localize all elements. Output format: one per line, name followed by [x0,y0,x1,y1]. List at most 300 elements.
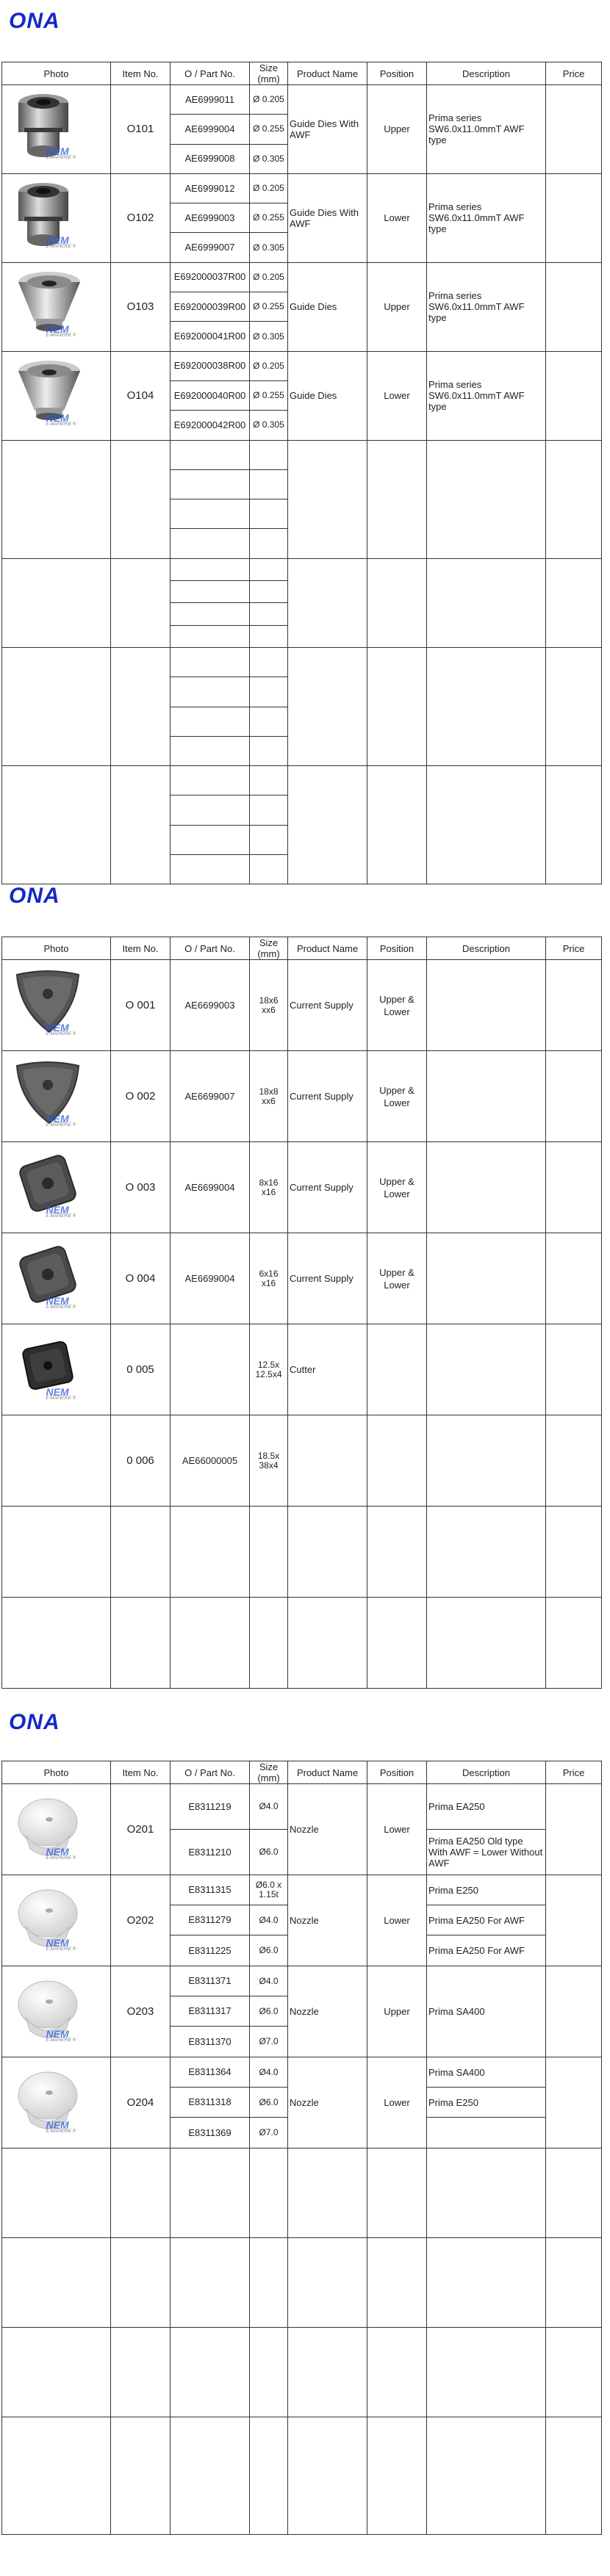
empty-cell [171,469,250,499]
part-number: AE6699004 [171,1233,250,1324]
size-value: Ø 0.205 [250,85,288,115]
empty-cell [427,2238,546,2328]
watermark-main: NEM [46,1845,69,1858]
size-value: 18x6 xx6 [250,960,288,1051]
product-photo-cell [2,85,111,174]
watermark-sub: E-MAPIERIE ® [46,1031,76,1036]
empty-cell [427,1507,546,1598]
description [427,960,546,1051]
product-photo-cell [2,351,111,440]
empty-cell [250,707,288,736]
size-value: Ø6.0 [250,1830,288,1875]
empty-cell [250,2238,288,2328]
brand-logo: ONA [9,1710,60,1734]
position: Lower [367,1875,427,1966]
empty-cell [250,603,288,625]
product-photo [12,1972,101,2052]
description [427,2118,546,2149]
nozzle-table [1,1761,602,2535]
empty-cell [171,2238,250,2328]
empty-cell [2,440,111,558]
product-name: Current Supply [288,1051,367,1142]
empty-cell [171,855,250,884]
current-supply-table [1,937,602,1689]
empty-cell [171,736,250,765]
empty-cell [111,558,171,647]
empty-cell [171,440,250,469]
product-name: Guide Dies With AWF [288,173,367,262]
empty-cell [171,529,250,558]
product-name: Current Supply [288,960,367,1051]
product-photo-cell [2,173,111,262]
column-header: Item No. [111,1761,171,1784]
column-header: Size (mm) [250,1761,288,1784]
position: Upper & Lower [367,1233,427,1324]
description: Prima E250 [427,1875,546,1905]
empty-cell [367,440,427,558]
empty-cell [288,766,367,884]
empty-cell [546,2238,602,2328]
table-row [2,766,602,795]
part-number: E8311225 [171,1935,250,1966]
empty-cell [250,558,288,580]
size-value: Ø 0.255 [250,203,288,233]
size-value: 8x16 x16 [250,1142,288,1233]
price [546,1784,602,1875]
product-name: Guide Dies [288,351,367,440]
empty-cell [427,2149,546,2238]
empty-cell [2,2417,111,2535]
table-row [2,1142,602,1233]
watermark-sub: E-MAPIERIE ® [46,155,76,160]
size-value: 12.5x 12.5x4 [250,1324,288,1415]
product-name: Nozzle [288,1784,367,1875]
watermark-main: NEM [46,411,69,424]
price [546,173,602,262]
empty-cell [2,1507,111,1598]
watermark [46,1022,76,1036]
price [546,1051,602,1142]
empty-cell [171,795,250,825]
watermark [46,412,76,427]
price [546,1233,602,1324]
product-photo [12,1330,101,1410]
product-photo [12,1790,101,1869]
price [546,1142,602,1233]
empty-cell [288,647,367,765]
description: Prima series SW6.0x11.0mmT AWF type [427,85,546,174]
brand-logo: ONA [9,9,60,33]
size-value: 18x8 xx6 [250,1051,288,1142]
empty-cell [111,766,171,884]
table-row [2,1507,602,1598]
part-number: AE6999008 [171,144,250,173]
size-value: Ø 0.205 [250,262,288,292]
empty-cell [546,766,602,884]
empty-cell [250,469,288,499]
empty-cell [427,558,546,647]
empty-cell [111,2328,171,2417]
column-header: O / Part No. [171,62,250,85]
part-number: E692000040R00 [171,380,250,410]
product-photo-cell [2,262,111,351]
empty-cell [288,440,367,558]
description: Prima EA250 Old type With AWF = Lower Without AWF [427,1830,546,1875]
price [546,2057,602,2149]
product-photo [12,1057,101,1136]
empty-cell [250,825,288,854]
part-number: AE6699007 [171,1051,250,1142]
empty-cell [2,766,111,884]
product-photo-cell [2,1966,111,2057]
part-number: E692000037R00 [171,262,250,292]
item-number: O 004 [111,1233,171,1324]
product-photo-cell [2,1142,111,1233]
empty-cell [427,766,546,884]
empty-cell [171,825,250,854]
item-number: 0 006 [111,1415,171,1507]
part-number: AE6999003 [171,203,250,233]
product-name: Cutter [288,1324,367,1415]
watermark [46,2028,76,2043]
item-number: O202 [111,1875,171,1966]
table-row [2,85,602,115]
empty-cell [367,766,427,884]
position: Upper [367,1966,427,2057]
part-number: E8311210 [171,1830,250,1875]
size-value: Ø7.0 [250,2118,288,2149]
product-name: Nozzle [288,1966,367,2057]
item-number: O102 [111,173,171,262]
size-value: Ø6.0 [250,1996,288,2027]
watermark-sub: E-MAPIERIE ® [46,1947,76,1952]
empty-cell [2,2238,111,2328]
empty-cell [427,2328,546,2417]
product-name: Guide Dies With AWF [288,85,367,174]
watermark-main: NEM [46,145,69,157]
watermark-sub: E-MAPIERIE ® [46,1122,76,1128]
empty-cell [250,625,288,647]
position [367,1324,427,1415]
column-header: Price [546,937,602,960]
empty-cell [250,440,288,469]
watermark [46,1937,76,1952]
table-row [2,2057,602,2088]
watermark-sub: E-MAPIERIE ® [46,1305,76,1310]
table-row [2,1598,602,1689]
price [546,1875,602,1966]
empty-cell [367,647,427,765]
watermark-sub: E-MAPIERIE ® [46,1855,76,1861]
part-number: E692000038R00 [171,351,250,380]
empty-cell [2,647,111,765]
watermark [46,2119,76,2134]
description: Prima SA400 [427,1966,546,2057]
price [546,85,602,174]
watermark-main: NEM [46,322,69,335]
table-row [2,2238,602,2328]
empty-cell [367,2417,427,2535]
watermark-sub: E-MAPIERIE ® [46,2129,76,2134]
empty-cell [111,2149,171,2238]
column-header: Position [367,62,427,85]
size-value: Ø 0.255 [250,292,288,322]
empty-cell [2,1598,111,1689]
part-number: AE6699003 [171,960,250,1051]
part-number: AE6999007 [171,233,250,262]
empty-cell [111,1598,171,1689]
description [427,1051,546,1142]
watermark-sub: E-MAPIERIE ® [46,244,76,249]
product-photo-cell [2,1784,111,1875]
column-header: O / Part No. [171,1761,250,1784]
size-value: Ø6.0 [250,1935,288,1966]
empty-cell [250,1507,288,1598]
position: Lower [367,173,427,262]
table-row [2,1784,602,1830]
item-number: O 001 [111,960,171,1051]
table-row [2,173,602,203]
product-photo-cell [2,960,111,1051]
empty-cell [111,1507,171,1598]
price [546,960,602,1051]
size-value: Ø 0.305 [250,233,288,262]
column-header: Photo [2,1761,111,1784]
size-value: Ø 0.255 [250,380,288,410]
empty-cell [250,736,288,765]
empty-cell [288,2417,367,2535]
empty-cell [171,625,250,647]
watermark [46,1846,76,1861]
empty-cell [250,766,288,795]
description: Prima EA250 For AWF [427,1935,546,1966]
watermark-main: NEM [46,1021,69,1033]
product-photo [12,1881,101,1960]
part-number: AE6999004 [171,115,250,144]
watermark [46,145,76,160]
size-value: Ø4.0 [250,1966,288,1996]
column-header: Product Name [288,62,367,85]
position: Lower [367,1784,427,1875]
part-number: E8311219 [171,1784,250,1830]
item-number: O103 [111,262,171,351]
column-header: Position [367,1761,427,1784]
table-row [2,1233,602,1324]
price [546,1324,602,1415]
empty-cell [250,795,288,825]
guide-dies-table [1,62,602,884]
description: Prima series SW6.0x11.0mmT AWF type [427,173,546,262]
column-header: Description [427,1761,546,1784]
position: Upper [367,262,427,351]
column-header: Price [546,1761,602,1784]
size-value: Ø 0.305 [250,411,288,440]
empty-cell [427,647,546,765]
column-header: Size (mm) [250,62,288,85]
item-number: O101 [111,85,171,174]
size-value: Ø7.0 [250,2027,288,2057]
empty-cell [288,2328,367,2417]
column-header: Product Name [288,1761,367,1784]
watermark [46,323,76,338]
empty-cell [111,2238,171,2328]
empty-cell [367,2238,427,2328]
watermark-main: NEM [46,1385,69,1398]
column-header: Position [367,937,427,960]
table-row [2,2328,602,2417]
empty-cell [250,855,288,884]
column-header: Photo [2,937,111,960]
empty-cell [111,2417,171,2535]
table-row [2,262,602,292]
empty-cell [171,2417,250,2535]
empty-cell [367,1507,427,1598]
empty-cell [250,2328,288,2417]
product-photo [12,90,101,169]
product-photo [12,2063,101,2143]
part-number: E692000039R00 [171,292,250,322]
column-header: Description [427,62,546,85]
empty-cell [171,647,250,677]
size-value: 18.5x 38x4 [250,1415,288,1507]
empty-cell [288,1507,367,1598]
column-header: Photo [2,62,111,85]
description: Prima EA250 [427,1784,546,1830]
item-number: O204 [111,2057,171,2149]
empty-cell [427,2417,546,2535]
empty-cell [427,440,546,558]
table-row [2,2417,602,2535]
empty-cell [546,2417,602,2535]
watermark-sub: E-MAPIERIE ® [46,2038,76,2043]
part-number: E692000041R00 [171,322,250,351]
item-number: O104 [111,351,171,440]
watermark-sub: E-MAPIERIE ® [46,333,76,338]
part-number: E8311369 [171,2118,250,2149]
empty-cell [427,1598,546,1689]
empty-cell [171,1598,250,1689]
table-row [2,440,602,469]
empty-cell [171,766,250,795]
column-header: O / Part No. [171,937,250,960]
empty-cell [546,647,602,765]
part-number: E8311370 [171,2027,250,2057]
product-photo [12,356,101,436]
watermark-main: NEM [46,2118,69,2131]
empty-cell [250,2417,288,2535]
size-value: 6x16 x16 [250,1233,288,1324]
size-value: Ø4.0 [250,1784,288,1830]
product-photo-cell [2,1415,111,1507]
column-header: Item No. [111,62,171,85]
watermark-main: NEM [46,234,69,246]
watermark [46,1204,76,1219]
empty-cell [546,440,602,558]
price [546,351,602,440]
empty-cell [288,2149,367,2238]
description [427,1233,546,1324]
empty-cell [250,677,288,707]
table-row [2,558,602,580]
empty-cell [367,1598,427,1689]
product-photo [12,267,101,347]
empty-cell [367,2149,427,2238]
empty-cell [250,581,288,603]
empty-cell [171,677,250,707]
size-value: Ø 0.305 [250,144,288,173]
watermark-sub: E-MAPIERIE ® [46,422,76,427]
size-value: Ø4.0 [250,1905,288,1935]
position: Upper & Lower [367,960,427,1051]
description: Prima series SW6.0x11.0mmT AWF type [427,262,546,351]
product-name: Nozzle [288,1875,367,1966]
empty-cell [171,499,250,529]
part-number [171,1324,250,1415]
product-name: Current Supply [288,1233,367,1324]
product-photo-cell [2,1051,111,1142]
table-row [2,2149,602,2238]
product-photo [12,178,101,258]
product-name: Guide Dies [288,262,367,351]
product-name [288,1415,367,1507]
watermark-sub: E-MAPIERIE ® [46,1213,76,1219]
product-photo [12,1239,101,1318]
watermark [46,234,76,249]
watermark-main: NEM [46,2027,69,2040]
part-number: E8311317 [171,1996,250,2027]
description: Prima SA400 [427,2057,546,2088]
watermark-main: NEM [46,1936,69,1949]
watermark [46,1386,76,1401]
empty-cell [171,2328,250,2417]
column-header: Item No. [111,937,171,960]
brand-logo: ONA [9,884,60,908]
table-row [2,960,602,1051]
empty-cell [250,529,288,558]
empty-cell [288,2238,367,2328]
product-photo-cell [2,2057,111,2149]
product-photo-cell [2,1233,111,1324]
empty-cell [367,558,427,647]
table-row [2,1415,602,1507]
size-value: Ø 0.205 [250,351,288,380]
description: Prima E250 [427,2088,546,2118]
part-number: E8311371 [171,1966,250,1996]
empty-cell [2,558,111,647]
description: Prima series SW6.0x11.0mmT AWF type [427,351,546,440]
price [546,262,602,351]
position: Upper [367,85,427,174]
empty-cell [546,2328,602,2417]
empty-cell [171,558,250,580]
empty-cell [171,707,250,736]
table-row [2,1324,602,1415]
part-number: AE6999011 [171,85,250,115]
empty-cell [250,647,288,677]
column-header: Size (mm) [250,937,288,960]
size-value: Ø 0.205 [250,173,288,203]
table-row [2,351,602,380]
position: Upper & Lower [367,1142,427,1233]
watermark-main: NEM [46,1112,69,1125]
empty-cell [171,1507,250,1598]
watermark [46,1113,76,1128]
watermark-main: NEM [46,1294,69,1307]
product-photo [12,1148,101,1227]
price [546,1415,602,1507]
empty-cell [288,1598,367,1689]
column-header: Price [546,62,602,85]
